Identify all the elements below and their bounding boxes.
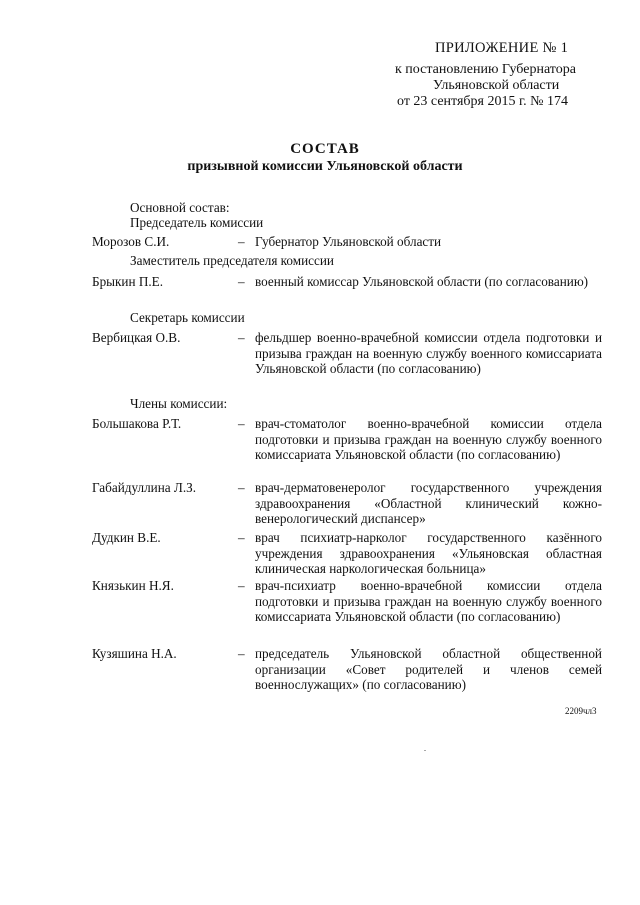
member-description: врач психиатр-нарколог государственного казённого учреждения здравоохранения «Ульяновская областная клиническая наркологическая больница»	[255, 530, 602, 577]
annex-title: ПРИЛОЖЕНИЕ № 1	[435, 40, 569, 56]
heading-subtitle: призывной комиссии Ульяновской области	[187, 159, 463, 174]
section-members: Члены комиссии:	[130, 396, 228, 411]
member-name: Брыкин П.Е.	[92, 274, 164, 289]
member-description: фельдшер военно-врачебной комиссии отдела подготовки и призыва граждан на военную службу военного комиссариата Ульяновской области (по согласованию)	[255, 330, 602, 377]
section-main: Основной состав:	[130, 200, 230, 215]
scan-dot: .	[424, 744, 426, 753]
member-dash: –	[238, 234, 245, 249]
member-name: Дудкин В.Е.	[92, 530, 161, 545]
member-name: Кузяшина Н.А.	[92, 646, 177, 661]
annex-line-2: Ульяновской области	[433, 78, 560, 93]
member-name: Большакова Р.Т.	[92, 416, 182, 431]
member-dash: –	[238, 480, 245, 495]
document-heading	[0, 140, 640, 175]
member-description: врач-дерматовенеролог государственного учреждения здравоохранения «Областной клинический кожно-венерологический диспансер»	[255, 480, 602, 527]
member-description: врач-стоматолог военно-врачебной комиссии отдела подготовки и призыва граждан на военную службу военного комиссариата Ульяновской области (по согласованию)	[255, 416, 602, 463]
member-dash: –	[238, 330, 245, 345]
member-dash: –	[238, 578, 245, 593]
document-code: 2209чл3	[565, 706, 597, 716]
annex-block	[395, 40, 635, 110]
section-deputy: Заместитель председателя комиссии	[130, 253, 334, 268]
section-chair: Председатель комиссии	[130, 215, 264, 230]
member-dash: –	[238, 274, 245, 289]
member-dash: –	[238, 646, 245, 661]
member-name: Вербицкая О.В.	[92, 330, 181, 345]
member-description: врач-психиатр военно-врачебной комиссии отдела подготовки и призыва граждан на военную службу военного комиссариата Ульяновской области (по согласованию)	[255, 578, 602, 625]
annex-line-3: от 23 сентября 2015 г. № 174	[397, 94, 568, 109]
member-dash: –	[238, 416, 245, 431]
heading-title: СОСТАВ	[290, 141, 360, 157]
member-name: Князькин Н.Я.	[92, 578, 174, 593]
section-secretary: Секретарь комиссии	[130, 310, 245, 325]
member-description: председатель Ульяновской областной общественной организации «Совет родителей и членов семей военнослужащих» (по согласованию)	[255, 646, 602, 693]
member-description: Губернатор Ульяновской области	[255, 234, 442, 249]
member-description: военный комиссар Ульяновской области (по согласованию)	[255, 274, 589, 289]
annex-line-1: к постановлению Губернатора	[395, 62, 576, 77]
member-name: Морозов С.И.	[92, 234, 170, 249]
member-name: Габайдуллина Л.З.	[92, 480, 197, 495]
member-dash: –	[238, 530, 245, 545]
